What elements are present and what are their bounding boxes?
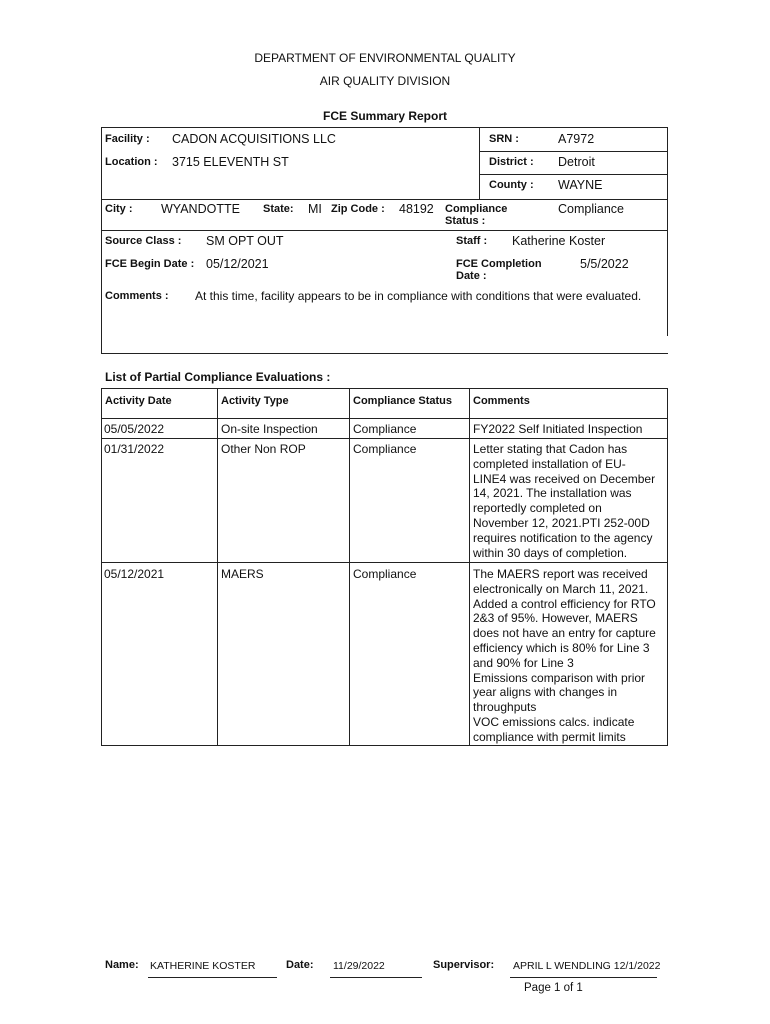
comment-line: November 12, 2021.PTI 252-00D xyxy=(473,515,650,530)
fce-begin-value: 05/12/2021 xyxy=(206,257,269,271)
comment-line: compliance with permit limits xyxy=(473,729,626,744)
compliance-status-label-2: Status : xyxy=(445,215,486,227)
comments-cell xyxy=(473,567,656,745)
comment-line: and 90% for Line 3 xyxy=(473,655,574,670)
activity-type-cell: MAERS xyxy=(221,567,264,581)
staff-label: Staff : xyxy=(456,235,488,247)
activity-date-cell: 05/05/2022 xyxy=(104,422,165,436)
date-label: Date: xyxy=(286,959,314,971)
comment-line: Added a control efficiency for RTO xyxy=(473,596,656,611)
compliance-status-cell: Compliance xyxy=(353,442,417,456)
city-label: City : xyxy=(105,203,133,215)
column-header-compliance-status: Compliance Status xyxy=(353,395,453,407)
county-value: WAYNE xyxy=(558,178,603,192)
comment-line: VOC emissions calcs. indicate xyxy=(473,714,635,729)
state-value: MI xyxy=(308,202,322,216)
state-label: State: xyxy=(263,203,294,215)
division-title: AIR QUALITY DIVISION xyxy=(319,74,451,88)
column-header-activity-type: Activity Type xyxy=(221,395,289,407)
comment-line: FY2022 Self Initiated Inspection xyxy=(473,422,643,436)
comment-line: 2&3 of 95%. However, MAERS xyxy=(473,611,638,626)
supervisor-label: Supervisor: xyxy=(433,959,495,971)
comment-line: 14, 2021. The installation was xyxy=(473,486,632,501)
facility-value: CADON ACQUISITIONS LLC xyxy=(172,132,336,146)
comment-line: The MAERS report was received xyxy=(473,567,648,581)
srn-value: A7972 xyxy=(558,132,595,146)
compliance-status-cell: Compliance xyxy=(353,567,417,581)
date-value: 11/29/2022 xyxy=(333,960,385,972)
activity-type-cell: On-site Inspection xyxy=(221,422,318,436)
source-class-label: Source Class : xyxy=(105,235,182,247)
srn-label: SRN : xyxy=(489,133,519,145)
comment-line: Letter stating that Cadon has xyxy=(473,442,628,456)
activity-date-cell: 05/12/2021 xyxy=(104,567,165,581)
supervisor-value: APRIL L WENDLING 12/1/2022 xyxy=(513,960,661,972)
location-value: 3715 ELEVENTH ST xyxy=(172,155,289,169)
comment-line: throughputs xyxy=(473,700,537,715)
pce-section-title: List of Partial Compliance Evaluations : xyxy=(105,370,331,384)
district-value: Detroit xyxy=(558,155,595,169)
name-label: Name: xyxy=(105,959,139,971)
staff-value: Katherine Koster xyxy=(512,234,606,248)
activity-date-cell: 01/31/2022 xyxy=(104,442,165,456)
comment-line: completed installation of EU- xyxy=(473,456,626,471)
district-label: District : xyxy=(489,156,534,168)
compliance-status-label: Compliance xyxy=(445,203,508,215)
column-header-activity-date: Activity Date xyxy=(105,395,172,407)
source-class-value: SM OPT OUT xyxy=(206,234,284,248)
comments-cell xyxy=(473,422,642,437)
comment-line: efficiency which is 80% for Line 3 xyxy=(473,640,650,655)
county-label: County : xyxy=(489,179,534,191)
fce-completion-label: FCE Completion xyxy=(456,258,542,270)
comment-line: does not have an entry for capture xyxy=(473,626,656,641)
zip-label: Zip Code : xyxy=(331,203,385,215)
activity-type-cell: Other Non ROP xyxy=(221,442,306,456)
page-number: Page 1 of 1 xyxy=(524,982,583,994)
comment-line: within 30 days of completion. xyxy=(473,545,628,560)
comments-label: Comments : xyxy=(105,290,169,302)
comment-line: reportedly completed on xyxy=(473,501,602,516)
comment-line: requires notification to the agency xyxy=(473,530,653,545)
city-value: WYANDOTTE xyxy=(161,202,240,216)
department-title: DEPARTMENT OF ENVIRONMENTAL QUALITY xyxy=(254,51,516,65)
name-value: KATHERINE KOSTER xyxy=(150,960,256,972)
fce-begin-label: FCE Begin Date : xyxy=(105,258,195,270)
comments-cell xyxy=(473,442,655,560)
fce-completion-label-2: Date : xyxy=(456,270,487,282)
comment-line: electronically on March 11, 2021. xyxy=(473,581,649,596)
comment-line: LINE4 was received on December xyxy=(473,471,656,486)
facility-label: Facility : xyxy=(105,133,150,145)
compliance-status-value: Compliance xyxy=(558,202,625,216)
column-header-comments: Comments xyxy=(473,395,530,407)
fce-completion-value: 5/5/2022 xyxy=(580,257,629,271)
comment-line: Emissions comparison with prior xyxy=(473,670,646,685)
zip-value: 48192 xyxy=(399,202,434,216)
location-label: Location : xyxy=(105,156,158,168)
compliance-status-cell: Compliance xyxy=(353,422,417,436)
comment-line: year aligns with changes in xyxy=(473,685,618,700)
comments-value: At this time, facility appears to be in compliance with conditions that were evaluated. xyxy=(195,289,642,303)
report-title: FCE Summary Report xyxy=(322,109,448,123)
